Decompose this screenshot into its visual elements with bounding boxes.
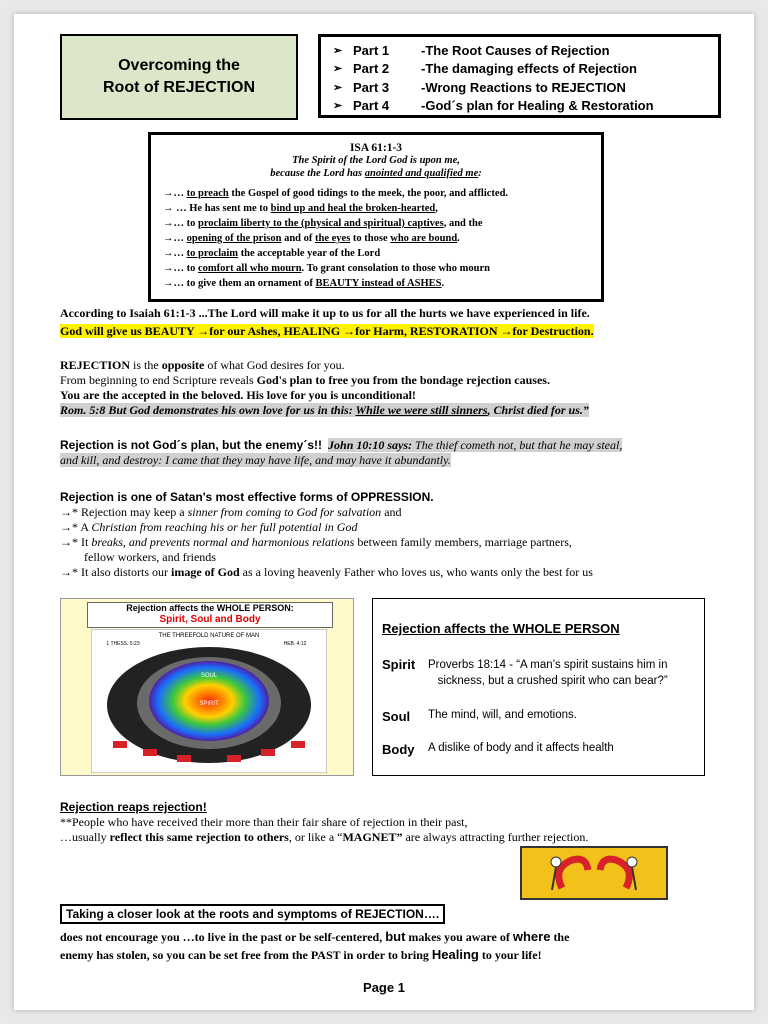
isaiah-line: →… opening of the prison and of the eyes to those who are bound. [163,233,460,244]
title-line-1: Overcoming the [118,57,240,74]
page-number: Page 1 [363,980,405,995]
isaiah-scripture-box [148,132,604,302]
title-line-2: Root of REJECTION [103,79,255,96]
magnet-illustration [520,846,668,900]
enemy-paragraph: Rejection is not God´s plan, but the enemy´s!! John 10:10 says: The thief cometh not, but that he may steal, and kill, and destroy: I came that they may have life, and may have it abundantly. [60,438,623,467]
sense-box [261,749,275,756]
reaps-paragraph: Rejection reaps rejection! **People who have received their more than their fair share of rejection in their past, …usually reflect this same rejection to others, or like a “MAGNET” are always attracting further rejection. [60,800,589,844]
part-row: ➢ Part 2 -The damaging effects of Rejection [333,61,637,77]
body-row: Body A dislike of body and it affects health [382,742,614,757]
isaiah-subtitle-2: because the Lord has anointed and qualified me: [270,168,482,179]
diagram-left-ref: 1 THESS. 5:23 [106,641,140,647]
arrow-bullet-icon: ➢ [333,100,343,113]
isaiah-line: → … He has sent me to bind up and heal the broken-hearted, [163,203,438,214]
isaiah-line: →… to preach the Gospel of good tidings to the meek, the poor, and afflicted. [163,188,509,199]
sense-box [291,741,305,748]
arrow-bullet-icon: ➢ [333,44,343,57]
sense-box [113,741,127,748]
sense-box [143,749,157,756]
part-row: ➢ Part 3 -Wrong Reactions to REJECTION [333,79,626,95]
sense-box [177,755,191,762]
threefold-diagram-graphic [91,629,327,773]
soul-label: SOUL [200,673,218,679]
opposite-paragraph: REJECTION is the opposite of what God desires for you. From beginning to end Scripture reveals God's plan to free you from the bondage rejection causes. You are the accepted in the beloved. His love for you is unconditional! Rom. 5:8 But God demonstrates his own love for us in this: While we were still sinners, Christ died for us.” [60,358,589,417]
isaiah-line: →… to comfort all who mourn. To grant consolation to those who mourn [163,263,490,274]
document-page [14,14,754,1010]
satan-paragraph: Rejection is one of Satan's most effective forms of OPPRESSION. →* Rejection may keep a sinner from coming to God for salvation and →* A Christian from reaching his or her full potential in God →* It breaks, and prevents normal and harmonious relations between family members, marriage partners, fellow workers, and friends →* It also distorts our image of God as a loving heavenly Father who loves us, who wants only the best for us [60,490,593,579]
according-line: According to Isaiah 61:1-3 ...The Lord will make it up to us for all the hurts we have experienced in life. [60,306,590,320]
isaiah-line: →… to proclaim liberty to the (physical and spiritual) captives, and the [163,218,483,229]
magnet-figures-icon [522,848,666,898]
part-row: ➢ Part 1 -The Root Causes of Rejection [333,42,610,58]
isaiah-line: →… to proclaim the acceptable year of the Lord [163,248,381,259]
diagram-title: Rejection affects the WHOLE PERSON: Spirit, Soul and Body [87,602,333,628]
beauty-line: God will give us BEAUTY →for our Ashes, HEALING →for Harm, RESTORATION →for Destruction. [60,324,594,338]
closer-paragraph: does not encourage you …to live in the past or be self-centered, but makes you aware of where the enemy has stolen, so you can be set free from the PAST in order to bring Healing to your life! [60,929,570,962]
spirit-row: Spirit Proverbs 18:14 - “A man’s spirit sustains him in sickness, but a crushed spirit who can bear?” [382,657,668,687]
diagram-right-ref: HEB. 4:12 [283,641,307,647]
whole-person-title: Rejection affects the WHOLE PERSON [382,621,620,636]
arrow-bullet-icon: ➢ [333,63,343,76]
soul-row: Soul The mind, will, and emotions. [382,709,577,724]
diagram-inner-title: THE THREEFOLD NATURE OF MAN [158,633,260,639]
part-row: ➢ Part 4 -God´s plan for Healing & Restoration [333,98,654,114]
threefold-nature-diagram [60,598,354,776]
isaiah-subtitle-1: The Spirit of the Lord God is upon me, [292,155,460,166]
sense-box [227,755,241,762]
spirit-label: SPIRIT [199,701,219,707]
whole-person-box [372,598,705,776]
closer-look-box: Taking a closer look at the roots and symptoms of REJECTION…. [60,904,445,924]
isaiah-line: →… to give them an ornament of BEAUTY instead of ASHES. [163,278,445,289]
isaiah-heading: ISA 61:1-3 [349,142,403,154]
isaiah-lines [151,186,601,291]
title-box [60,34,298,120]
parts-outline-box [318,34,721,118]
arrow-bullet-icon: ➢ [333,81,343,94]
